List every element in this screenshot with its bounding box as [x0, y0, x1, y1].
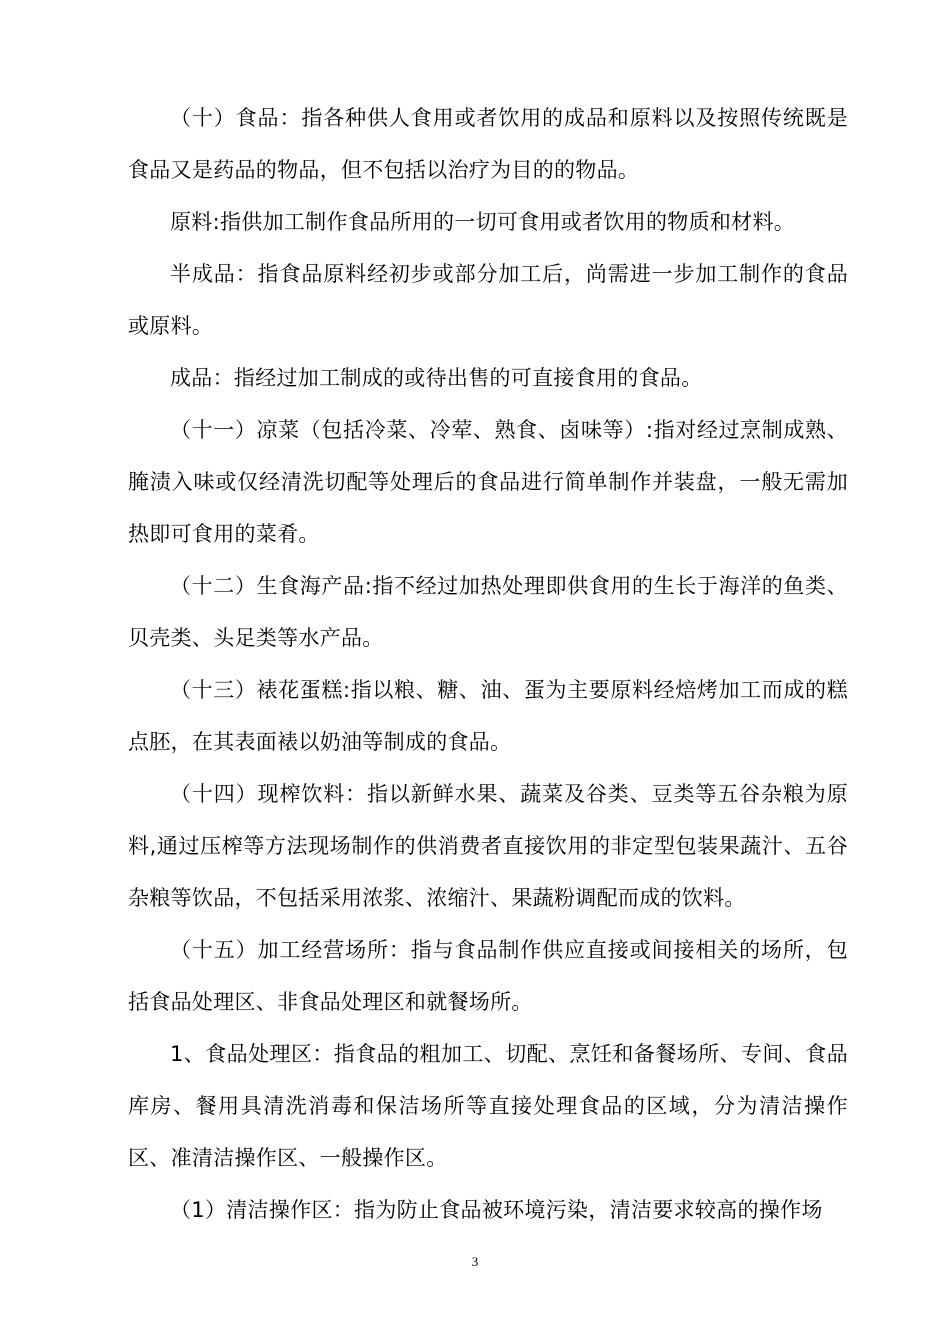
paragraph-food-definition: （十）食品：指各种供人食用或者饮用的成品和原料以及按照传统既是食品又是药品的物品，但不包括以治疗为目的的物品。 — [128, 106, 848, 182]
document-body — [128, 92, 848, 1236]
paragraph-finished-product: 成品：指经过加工制成的或待出售的可直接食用的食品。 — [170, 366, 703, 390]
paragraph-cold-dishes: （十一）凉菜（包括冷菜、冷荤、熟食、卤味等）:指对经过烹制成熟、腌渍入味或仅经清洗切配等处理后的食品进行简单制作并装盘，一般无需加热即可食用的菜肴。 — [128, 418, 848, 546]
paragraph-clean-operation-area: （1）清洁操作区：指为防止食品被环境污染，清洁要求较高的操作场 — [170, 1198, 823, 1222]
paragraph-raw-seafood: （十二）生食海产品:指不经过加热处理即供食用的生长于海洋的鱼类、贝壳类、头足类等水产品。 — [128, 574, 848, 650]
paragraph-semi-finished: 半成品：指食品原料经初步或部分加工后，尚需进一步加工制作的食品或原料。 — [128, 262, 848, 338]
paragraph-food-handling-area: 1、食品处理区：指食品的粗加工、切配、烹饪和备餐场所、专间、食品库房、餐用具清洗消毒和保洁场所等直接处理食品的区域，分为清洁操作区、准清洁操作区、一般操作区。 — [128, 1042, 848, 1170]
paragraph-raw-material: 原料:指供加工制作食品所用的一切可食用或者饮用的物质和材料。 — [170, 210, 796, 234]
page-number: 3 — [471, 1254, 479, 1269]
paragraph-fresh-beverage: （十四）现榨饮料：指以新鲜水果、蔬菜及谷类、豆类等五谷杂粮为原料,通过压榨等方法现场制作的供消费者直接饮用的非定型包装果蔬汁、五谷杂粮等饮品，不包括采用浓浆、浓缩汁、果蔬粉调配而成的饮料。 — [128, 782, 848, 910]
paragraph-processing-premises: （十五）加工经营场所：指与食品制作供应直接或间接相关的场所，包括食品处理区、非食品处理区和就餐场所。 — [128, 938, 848, 1014]
paragraph-decorated-cake: （十三）裱花蛋糕:指以粮、糖、油、蛋为主要原料经焙烤加工而成的糕点胚，在其表面裱以奶油等制成的食品。 — [128, 678, 848, 754]
